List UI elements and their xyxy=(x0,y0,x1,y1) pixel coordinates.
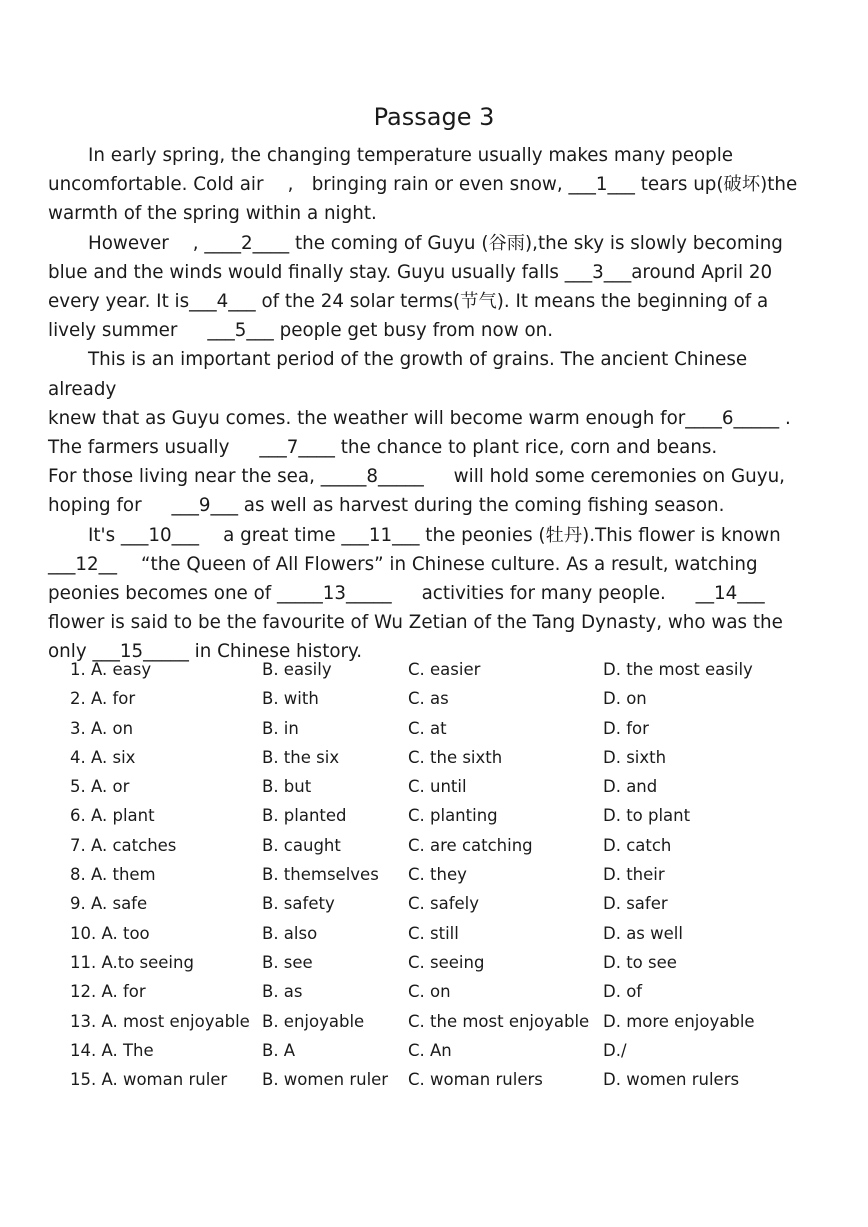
question-row xyxy=(70,743,790,772)
passage-line: only ___15_____ in Chinese history. xyxy=(48,641,363,663)
passage-line: The farmers usually ___7____ the chance to plant rice, corn and beans. xyxy=(48,437,718,459)
option-d: D. for xyxy=(603,718,649,738)
option-c: C. are catching xyxy=(408,835,533,855)
passage-line: flower is said to be the favourite of Wu Zetian of the Tang Dynasty, who was the xyxy=(48,612,783,634)
passage-line: hoping for ___9___ as well as harvest during the coming fishing season. xyxy=(48,495,725,517)
question-row xyxy=(70,684,790,713)
option-d: D. safer xyxy=(603,894,668,914)
option-b: B. caught xyxy=(262,835,341,855)
option-b: B. also xyxy=(262,923,318,943)
passage-line: warmth of the spring within a night. xyxy=(48,203,377,225)
option-d: D. on xyxy=(603,689,647,709)
passage-line: uncomfortable. Cold air , bringing rain or even snow, ___1___ tears up(破坏)the xyxy=(48,174,798,196)
passage-line: In early spring, the changing temperature usually makes many people xyxy=(88,145,734,166)
passage-line: ___12__ “the Queen of All Flowers” in Chinese culture. As a result, watching xyxy=(48,553,758,575)
option-b: B. but xyxy=(262,777,312,797)
options-list xyxy=(70,655,790,1094)
option-c: C. until xyxy=(408,777,467,797)
option-a: 6. A. plant xyxy=(70,806,155,826)
option-a: 11. A.to seeing xyxy=(70,952,194,972)
option-b: B. as xyxy=(262,982,303,1002)
option-a: 1. A. easy xyxy=(70,660,152,679)
option-d: D. as well xyxy=(603,923,683,943)
option-b: B. see xyxy=(262,952,313,972)
option-c: C. still xyxy=(408,923,459,943)
option-a: 15. A. woman ruler xyxy=(70,1070,228,1090)
option-b: B. women ruler xyxy=(262,1070,389,1090)
question-row xyxy=(70,1036,790,1065)
question-row xyxy=(70,655,790,684)
option-d: D. and xyxy=(603,777,658,797)
passage-line: It's ___10___ a great time ___11___ the peonies (牡丹).This flower is known xyxy=(88,524,781,546)
passage-body xyxy=(48,141,816,667)
question-row xyxy=(70,948,790,977)
question-row xyxy=(70,714,790,743)
option-c: C. planting xyxy=(408,806,498,826)
option-a: 9. A. safe xyxy=(70,894,148,914)
option-d: D. women rulers xyxy=(603,1070,740,1090)
option-d: D. sixth xyxy=(603,747,667,767)
option-c: C. at xyxy=(408,718,447,738)
option-c: C. the most enjoyable xyxy=(408,1011,590,1031)
option-b: B. in xyxy=(262,718,299,738)
passage-line: However , ____2____ the coming of Guyu (谷雨),the sky is slowly becoming xyxy=(88,232,783,254)
option-b: B. easily xyxy=(262,660,332,679)
option-a: 8. A. them xyxy=(70,865,156,885)
question-row xyxy=(70,860,790,889)
question-row xyxy=(70,889,790,918)
passage-line: This is an important period of the growth of grains. The ancient Chinese already xyxy=(48,349,748,400)
passage-title: Passage 3 xyxy=(373,103,495,131)
option-c: C. seeing xyxy=(408,952,485,972)
question-row xyxy=(70,1007,790,1036)
option-b: B. the six xyxy=(262,747,340,767)
option-a: 2. A. for xyxy=(70,689,136,709)
option-d: D. more enjoyable xyxy=(603,1011,755,1031)
option-d: D. the most easily xyxy=(603,660,753,679)
passage-line: knew that as Guyu comes. the weather will become warm enough for____6_____ . xyxy=(48,407,791,429)
question-row xyxy=(70,831,790,860)
option-a: 14. A. The xyxy=(70,1040,154,1060)
option-d: D. their xyxy=(603,865,665,885)
question-row xyxy=(70,1065,790,1094)
option-a: 10. A. too xyxy=(70,923,150,943)
option-d: D./ xyxy=(603,1040,627,1060)
option-d: D. to see xyxy=(603,952,677,972)
option-b: B. with xyxy=(262,689,319,709)
question-row xyxy=(70,772,790,801)
option-c: C. easier xyxy=(408,660,481,679)
option-b: B. A xyxy=(262,1040,296,1060)
option-b: B. safety xyxy=(262,894,335,914)
option-d: D. of xyxy=(603,982,643,1002)
question-row xyxy=(70,977,790,1006)
option-c: C. An xyxy=(408,1040,452,1060)
option-a: 4. A. six xyxy=(70,747,136,767)
option-c: C. woman rulers xyxy=(408,1070,543,1090)
passage-line: peonies becomes one of _____13_____ activities for many people. __14___ xyxy=(48,583,765,605)
option-c: C. the sixth xyxy=(408,747,503,767)
option-b: B. themselves xyxy=(262,865,379,885)
paragraph xyxy=(48,521,816,667)
paragraph xyxy=(48,141,816,229)
option-a: 13. A. most enjoyable xyxy=(70,1011,250,1031)
passage-line: blue and the winds would finally stay. Guyu usually falls ___3___around April 20 xyxy=(48,261,773,283)
option-d: D. catch xyxy=(603,835,672,855)
option-a: 3. A. on xyxy=(70,718,134,738)
option-a: 12. A. for xyxy=(70,982,146,1002)
option-b: B. planted xyxy=(262,806,347,826)
option-c: C. safely xyxy=(408,894,480,914)
option-c: C. on xyxy=(408,982,451,1002)
paragraph xyxy=(48,345,816,520)
option-d: D. to plant xyxy=(603,806,691,826)
option-c: C. as xyxy=(408,689,449,709)
question-row xyxy=(70,801,790,830)
option-a: 5. A. or xyxy=(70,777,130,797)
passage-line: lively summer ___5___ people get busy from now on. xyxy=(48,320,554,342)
paragraph xyxy=(48,229,816,346)
passage-line: For those living near the sea, _____8_____ will hold some ceremonies on Guyu, xyxy=(48,466,785,488)
option-a: 7. A. catches xyxy=(70,835,177,855)
passage-line: every year. It is___4___ of the 24 solar terms(节气). It means the beginning of a xyxy=(48,291,769,313)
option-b: B. enjoyable xyxy=(262,1011,365,1031)
question-row xyxy=(70,919,790,948)
option-c: C. they xyxy=(408,865,467,885)
